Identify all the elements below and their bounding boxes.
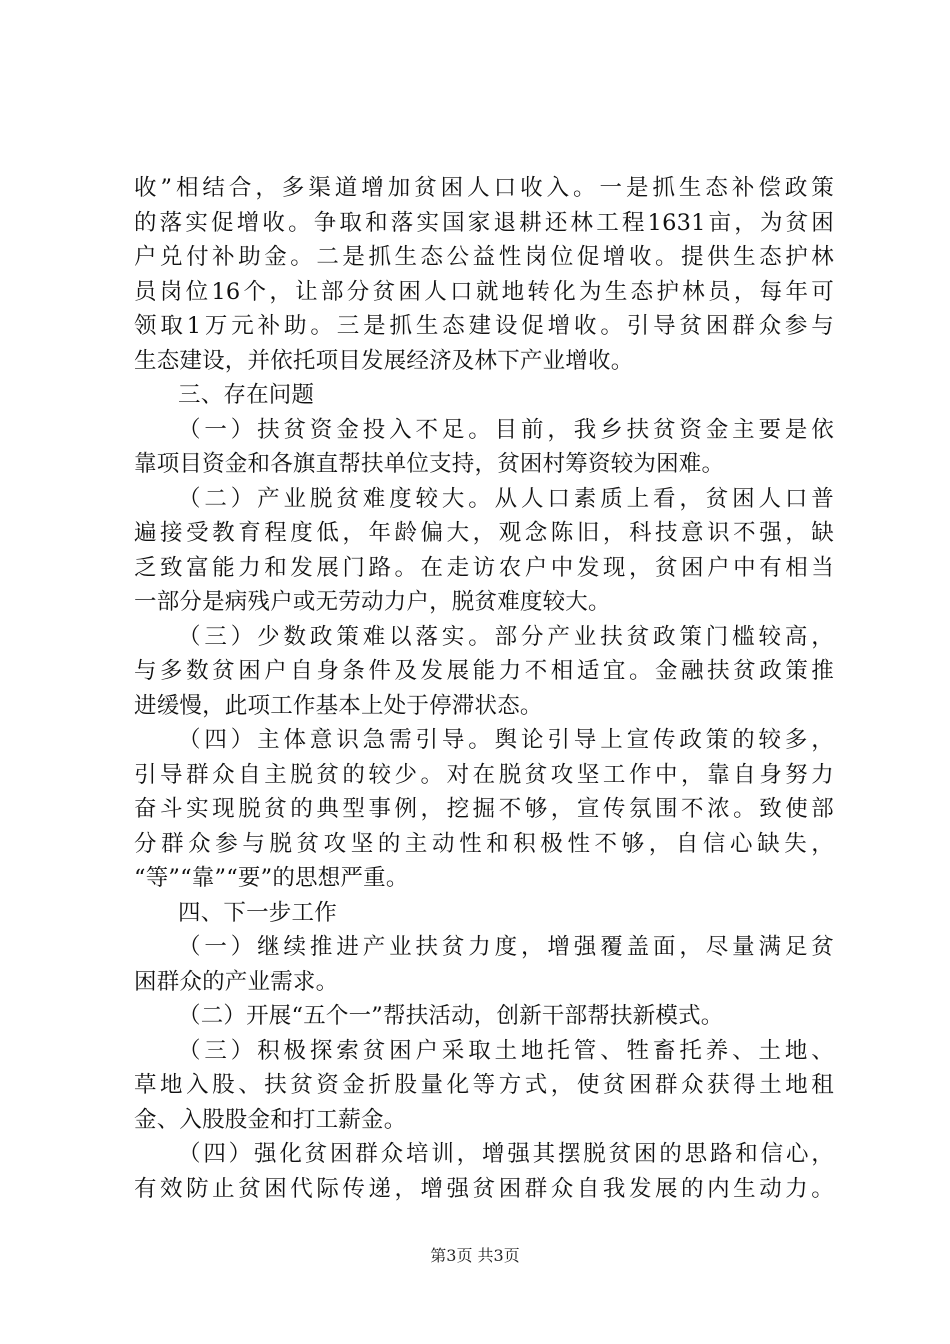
text-line: 领取1万元补助。三是抓生态建设促增收。引导贫困群众参与 — [134, 313, 834, 339]
text-line: 分群众参与脱贫攻坚的主动性和积极性不够，自信心缺失， — [134, 830, 834, 857]
text-line: 困群众的产业需求。 — [134, 968, 339, 995]
text-line: 进缓慢，此项工作基本上处于停滞状态。 — [134, 692, 543, 719]
text-line: “等”“靠”“要”的思想严重。 — [134, 865, 409, 891]
text-line: （一）继续推进产业扶贫力度，增强覆盖面，尽量满足贫 — [178, 934, 834, 960]
page-footer — [0, 1243, 950, 1266]
text-line: 有效防止贫困代际传递，增强贫困群众自我发展的内生动力。 — [134, 1175, 834, 1202]
text-line: （一）扶贫资金投入不足。目前，我乡扶贫资金主要是依 — [178, 416, 834, 443]
text-line: （四）强化贫困群众培训，增强其摆脱贫困的思路和信心， — [178, 1141, 834, 1167]
document-body — [134, 171, 834, 1206]
text-line: 三、存在问题 — [178, 382, 315, 408]
text-line: 靠项目资金和各旗直帮扶单位支持，贫困村筹资较为困难。 — [134, 451, 725, 477]
text-line: 员岗位16个，让部分贫困人口就地转化为生态护林员，每年可 — [134, 278, 834, 305]
text-line: 户兑付补助金。二是抓生态公益性岗位促增收。提供生态护林 — [134, 244, 834, 270]
text-line: 与多数贫困户自身条件及发展能力不相适宜。金融扶贫政策推 — [134, 658, 834, 684]
text-line: 金、入股股金和打工薪金。 — [134, 1106, 407, 1133]
text-line: 收”相结合，多渠道增加贫困人口收入。一是抓生态补偿政策 — [134, 175, 834, 201]
page-number-label: 第3页 共3页 — [430, 1246, 520, 1265]
text-line: 四、下一步工作 — [178, 899, 337, 926]
text-line: 乏致富能力和发展门路。在走访农户中发现，贫困户中有相当 — [134, 554, 834, 581]
text-line: 遍接受教育程度低，年龄偏大，观念陈旧，科技意识不强，缺 — [134, 520, 834, 546]
text-line: （四）主体意识急需引导。舆论引导上宣传政策的较多， — [178, 727, 834, 753]
text-line: 奋斗实现脱贫的典型事例，挖掘不够，宣传氛围不浓。致使部 — [134, 796, 834, 822]
text-line: 的落实促增收。争取和落实国家退耕还林工程1631亩，为贫困 — [134, 209, 834, 236]
text-line: 草地入股、扶贫资金折股量化等方式，使贫困群众获得土地租 — [134, 1072, 834, 1098]
text-line: （二）产业脱贫难度较大。从人口素质上看，贫困人口普 — [178, 485, 834, 512]
text-line: 生态建设，并依托项目发展经济及林下产业增收。 — [134, 347, 634, 374]
text-line: （三）积极探索贫困户采取土地托管、牲畜托养、土地、 — [178, 1037, 834, 1064]
text-line: （二）开展“五个一”帮扶活动，创新干部帮扶新模式。 — [178, 1003, 724, 1029]
text-line: 一部分是病残户或无劳动力户，脱贫难度较大。 — [134, 589, 611, 615]
text-line: 引导群众自主脱贫的较少。对在脱贫攻坚工作中，靠自身努力 — [134, 761, 834, 788]
text-line: （三）少数政策难以落实。部分产业扶贫政策门槛较高， — [178, 623, 834, 650]
